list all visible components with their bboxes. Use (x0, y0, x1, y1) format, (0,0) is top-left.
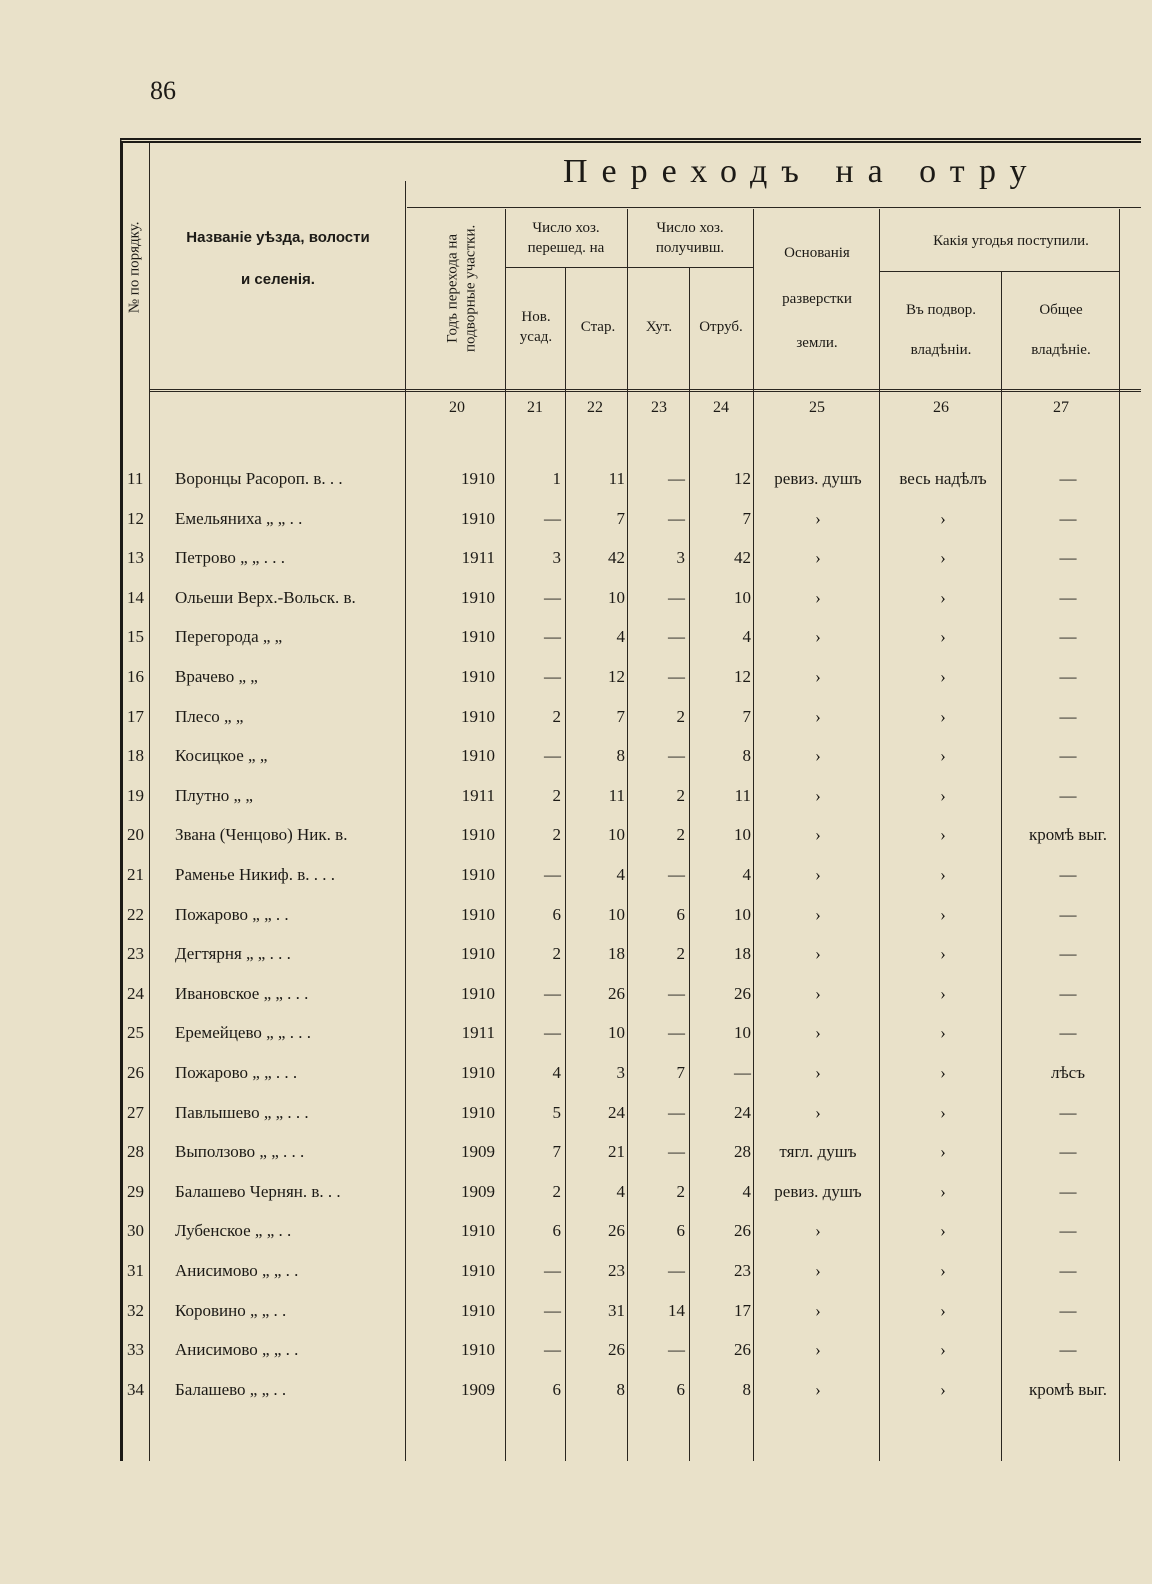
common-lands: — (1059, 1261, 1077, 1280)
new-estate-count: 6 (552, 1221, 561, 1241)
common-lands: — (1059, 904, 1077, 924)
otrub-count: 10 (734, 825, 751, 845)
row-number: 17 (127, 706, 144, 726)
col-header-common-line1: Общее (1039, 301, 1083, 318)
settlement-name: Анисимово „ „ . . (175, 1261, 299, 1280)
household-lands: › (940, 825, 946, 845)
otrub-count: 4 (742, 627, 751, 647)
column-number: 27 (1053, 399, 1069, 416)
row-number: 18 (127, 746, 144, 766)
settlement-name: Раменье Никиф. в. . . . (175, 865, 335, 884)
transition-year: 1910 (461, 1340, 495, 1360)
old-estate-count: 8 (616, 746, 625, 766)
old-estate-count: 10 (608, 825, 625, 845)
allotment-basis: › (815, 706, 821, 726)
common-lands: — (1059, 469, 1077, 488)
allotment-basis: › (815, 548, 821, 568)
old-estate-count: 18 (608, 944, 625, 964)
new-estate-count: — (544, 627, 561, 647)
old-estate-count: 10 (608, 1023, 625, 1043)
row-number: 31 (127, 1261, 144, 1280)
common-lands: кромѣ выг. (1029, 1379, 1107, 1399)
row-number: 27 (127, 1102, 144, 1122)
khutor-count: — (668, 983, 685, 1003)
row-number: 24 (127, 983, 144, 1003)
page-number: 86 (150, 76, 176, 105)
new-estate-count: 7 (552, 1142, 561, 1162)
otrub-count: 11 (734, 785, 751, 805)
common-lands: лѣсъ (1050, 1063, 1086, 1082)
common-lands: — (1059, 785, 1077, 805)
new-estate-count: 2 (552, 825, 561, 845)
khutor-count: 2 (676, 1181, 685, 1201)
row-number: 11 (127, 469, 144, 488)
row-number: 20 (127, 825, 144, 845)
new-estate-count: — (544, 667, 561, 686)
settlement-name: Врачево „ „ (175, 667, 258, 686)
column-number: 23 (651, 399, 667, 416)
household-lands: › (940, 1181, 946, 1201)
col-header-household-line2: владѣніи. (910, 341, 972, 358)
allotment-basis: › (815, 746, 821, 766)
transition-year: 1910 (461, 746, 495, 766)
khutor-count: — (668, 1023, 685, 1043)
col-header-year-line1: Годъ перехода на (444, 233, 461, 343)
settlement-name: Пожарово „ „ . . . (175, 1063, 298, 1082)
row-number: 14 (127, 587, 144, 607)
settlement-name: Ольеши Верх.-Вольск. в. (175, 587, 356, 607)
allotment-basis: › (815, 667, 821, 686)
col-header-common-line2: владѣніе. (1031, 341, 1091, 358)
transition-year: 1911 (461, 785, 495, 805)
otrub-count: 24 (734, 1102, 751, 1122)
settlement-name: Плесо „ „ (175, 706, 244, 726)
transition-year: 1910 (461, 1221, 495, 1241)
row-number: 30 (127, 1221, 144, 1241)
new-estate-count: — (544, 587, 561, 607)
allotment-basis: › (815, 865, 821, 884)
statistics-table (120, 138, 1141, 1461)
table-row (123, 936, 1141, 975)
khutor-count: — (668, 469, 685, 488)
table-row (123, 738, 1141, 777)
khutor-count: — (668, 746, 685, 766)
table-row (123, 1015, 1141, 1054)
transition-year: 1911 (461, 1023, 495, 1043)
household-lands: › (940, 1023, 946, 1043)
transition-year: 1910 (461, 627, 495, 647)
common-lands: — (1059, 1300, 1077, 1320)
otrub-count: 7 (742, 706, 751, 726)
new-estate-count: — (544, 983, 561, 1003)
khutor-count: 2 (676, 825, 685, 845)
row-number: 34 (127, 1379, 144, 1399)
common-lands: — (1059, 746, 1077, 766)
column-number: 24 (713, 399, 729, 416)
transition-year: 1910 (461, 944, 495, 964)
col-header-received: Число хоз. получивш. (655, 219, 725, 256)
household-lands: › (940, 548, 946, 568)
common-lands: — (1059, 865, 1077, 884)
divider (879, 271, 1119, 272)
transition-year: 1910 (461, 667, 495, 686)
old-estate-count: 31 (608, 1300, 625, 1320)
new-estate-count: — (544, 1023, 561, 1043)
table-row (123, 1213, 1141, 1252)
otrub-count: 12 (734, 667, 751, 686)
otrub-count: 26 (734, 1340, 751, 1360)
table-row (123, 857, 1141, 896)
transition-year: 1910 (461, 706, 495, 726)
common-lands: — (1059, 667, 1077, 686)
allotment-basis: › (815, 1063, 821, 1082)
khutor-count: — (668, 1340, 685, 1360)
allotment-basis: › (815, 1300, 821, 1320)
old-estate-count: 26 (608, 1340, 625, 1360)
otrub-count: 18 (734, 944, 751, 964)
old-estate-count: 3 (616, 1063, 625, 1082)
khutor-count: — (668, 587, 685, 607)
khutor-count: 2 (676, 944, 685, 964)
household-lands: › (940, 865, 946, 884)
common-lands: — (1059, 983, 1077, 1003)
household-lands: › (940, 587, 946, 607)
table-row (123, 580, 1141, 619)
transition-year: 1909 (461, 1181, 495, 1201)
col-header-khutor: Хут. (645, 318, 673, 335)
household-lands: › (940, 1379, 946, 1399)
table-row (123, 1055, 1141, 1094)
col-header-transferred: Число хоз. перешед. на (527, 219, 605, 256)
new-estate-count: 4 (552, 1063, 561, 1082)
col-header-year-line2: подворные участки. (462, 224, 479, 352)
otrub-count: 10 (734, 1023, 751, 1043)
settlement-name: Балашево „ „ . . (175, 1379, 287, 1399)
old-estate-count: 4 (616, 627, 625, 647)
settlement-name: Балашево Чернян. в. . . (175, 1181, 341, 1201)
allotment-basis: › (815, 627, 821, 647)
khutor-count: 14 (668, 1300, 685, 1320)
otrub-count: 23 (734, 1261, 751, 1280)
allotment-basis: тягл. душъ (779, 1142, 857, 1162)
table-row (123, 976, 1141, 1015)
allotment-basis: › (815, 508, 821, 528)
settlement-name: Еремейцево „ „ . . . (175, 1023, 311, 1043)
new-estate-count: 3 (552, 548, 561, 568)
table-row (123, 1372, 1141, 1411)
row-number: 16 (127, 667, 144, 686)
row-number: 13 (127, 548, 144, 568)
allotment-basis: › (815, 1023, 821, 1043)
col-header-number: № по порядку. (126, 221, 143, 314)
household-lands: › (940, 1102, 946, 1122)
new-estate-count: 2 (552, 706, 561, 726)
col-header-basis-line2: разверстки (782, 290, 852, 307)
new-estate-count: 5 (552, 1102, 561, 1122)
household-lands: › (940, 706, 946, 726)
table-row (123, 1134, 1141, 1173)
new-estate-count: — (544, 508, 561, 528)
row-number: 15 (127, 627, 144, 647)
khutor-count: 6 (676, 1221, 685, 1241)
old-estate-count: 10 (608, 587, 625, 607)
old-estate-count: 12 (608, 667, 625, 686)
old-estate-count: 26 (608, 1221, 625, 1241)
col-header-basis-line1: Основанія (784, 244, 850, 261)
old-estate-count: 23 (608, 1261, 625, 1280)
allotment-basis: › (815, 785, 821, 805)
new-estate-count: — (544, 1300, 561, 1320)
row-number: 28 (127, 1142, 144, 1162)
household-lands: › (940, 983, 946, 1003)
settlement-name: Воронцы Расороп. в. . . (175, 469, 343, 488)
transition-year: 1910 (461, 1102, 495, 1122)
settlement-name: Павлышево „ „ . . . (175, 1102, 309, 1122)
col-header-new-estate: Нов. усад. (519, 308, 553, 345)
allotment-basis: › (815, 1221, 821, 1241)
old-estate-count: 42 (608, 548, 625, 568)
table-row (123, 1174, 1141, 1213)
column-number: 20 (449, 399, 465, 416)
new-estate-count: 2 (552, 944, 561, 964)
col-header-otrub: Отруб. (699, 318, 743, 335)
household-lands: весь надѣлъ (899, 469, 987, 488)
column-number: 22 (587, 399, 603, 416)
divider (407, 207, 1141, 208)
khutor-count: — (668, 865, 685, 884)
new-estate-count: — (544, 1340, 561, 1360)
household-lands: › (940, 1221, 946, 1241)
row-number: 25 (127, 1023, 144, 1043)
allotment-basis: › (815, 1261, 821, 1280)
new-estate-count: 6 (552, 1379, 561, 1399)
otrub-count: 10 (734, 587, 751, 607)
otrub-count: — (734, 1063, 751, 1082)
transition-year: 1910 (461, 508, 495, 528)
row-number: 21 (127, 865, 144, 884)
row-number: 32 (127, 1300, 144, 1320)
khutor-count: 2 (676, 706, 685, 726)
settlement-name: Лубенское „ „ . . (175, 1221, 292, 1241)
old-estate-count: 11 (608, 785, 625, 805)
col-header-lands: Какія угодья поступили. (933, 232, 1089, 249)
allotment-basis: › (815, 825, 821, 845)
table-row (123, 1332, 1141, 1371)
otrub-count: 26 (734, 1221, 751, 1241)
common-lands: — (1059, 1221, 1077, 1241)
household-lands: › (940, 508, 946, 528)
old-estate-count: 10 (608, 904, 625, 924)
khutor-count: 2 (676, 785, 685, 805)
settlement-name: Емельяниха „ „ . . (175, 508, 303, 528)
old-estate-count: 26 (608, 983, 625, 1003)
khutor-count: — (668, 627, 685, 647)
column-number: 25 (809, 399, 825, 416)
table-row (123, 1095, 1141, 1134)
transition-year: 1910 (461, 1300, 495, 1320)
khutor-count: 6 (676, 1379, 685, 1399)
common-lands: — (1059, 548, 1077, 568)
col-header-basis-line3: земли. (796, 334, 838, 351)
household-lands: › (940, 785, 946, 805)
new-estate-count: — (544, 865, 561, 884)
table-row (123, 540, 1141, 579)
table-row (123, 778, 1141, 817)
table-row (123, 1293, 1141, 1332)
table-banner: Переходъ на отру (563, 153, 1041, 190)
common-lands: — (1059, 1102, 1077, 1122)
table-row (123, 461, 1141, 500)
old-estate-count: 7 (616, 508, 625, 528)
common-lands: — (1059, 1340, 1077, 1360)
common-lands: — (1059, 1023, 1077, 1043)
table-row (123, 817, 1141, 856)
new-estate-count: 2 (552, 1181, 561, 1201)
household-lands: › (940, 746, 946, 766)
allotment-basis: › (815, 1102, 821, 1122)
table-row (123, 699, 1141, 738)
household-lands: › (940, 1261, 946, 1280)
col-header-household-line1: Въ подвор. (906, 301, 976, 318)
allotment-basis: › (815, 983, 821, 1003)
allotment-basis: › (815, 1379, 821, 1399)
transition-year: 1910 (461, 865, 495, 884)
khutor-count: 6 (676, 904, 685, 924)
common-lands: — (1059, 1142, 1077, 1162)
otrub-count: 4 (742, 1181, 751, 1201)
household-lands: › (940, 944, 946, 964)
settlement-name: Косицкое „ „ (175, 746, 268, 766)
common-lands: — (1059, 587, 1077, 607)
common-lands: кромѣ выг. (1029, 825, 1107, 845)
settlement-name: Выползово „ „ . . . (175, 1142, 305, 1162)
row-number: 23 (127, 944, 144, 964)
table-row (123, 619, 1141, 658)
allotment-basis: › (815, 944, 821, 964)
transition-year: 1909 (461, 1379, 495, 1399)
row-number: 29 (127, 1181, 144, 1201)
otrub-count: 8 (742, 746, 751, 766)
transition-year: 1910 (461, 587, 495, 607)
common-lands: — (1059, 508, 1077, 528)
otrub-count: 7 (742, 508, 751, 528)
household-lands: › (940, 1340, 946, 1360)
common-lands: — (1059, 627, 1077, 647)
old-estate-count: 11 (608, 469, 625, 488)
otrub-count: 42 (734, 548, 751, 568)
khutor-count: 7 (676, 1063, 685, 1082)
household-lands: › (940, 1300, 946, 1320)
new-estate-count: — (544, 1261, 561, 1280)
common-lands: — (1059, 944, 1077, 964)
old-estate-count: 7 (616, 706, 625, 726)
khutor-count: — (668, 667, 685, 686)
common-lands: — (1059, 706, 1077, 726)
settlement-name: Коровино „ „ . . (175, 1300, 287, 1320)
khutor-count: — (668, 1102, 685, 1122)
settlement-name: Звана (Ченцово) Ник. в. (175, 825, 348, 845)
new-estate-count: 1 (552, 469, 561, 488)
settlement-name: Петрово „ „ . . . (175, 548, 285, 568)
settlement-name: Перегорода „ „ (175, 627, 283, 647)
transition-year: 1910 (461, 983, 495, 1003)
old-estate-count: 24 (608, 1102, 625, 1122)
settlement-name: Ивановское „ „ . . . (175, 983, 309, 1003)
transition-year: 1910 (461, 469, 495, 488)
old-estate-count: 4 (616, 1181, 625, 1201)
allotment-basis: ревиз. душъ (774, 469, 862, 488)
row-number: 19 (127, 785, 144, 805)
khutor-count: — (668, 1261, 685, 1280)
divider (149, 389, 1141, 392)
common-lands: — (1059, 1181, 1077, 1201)
otrub-count: 12 (734, 469, 751, 488)
khutor-count: — (668, 508, 685, 528)
old-estate-count: 8 (616, 1379, 625, 1399)
new-estate-count: — (544, 746, 561, 766)
transition-year: 1909 (461, 1142, 495, 1162)
column-number: 21 (527, 399, 543, 416)
allotment-basis: › (815, 904, 821, 924)
settlement-name: Анисимово „ „ . . (175, 1340, 299, 1360)
table-row (123, 897, 1141, 936)
settlement-name: Плутно „ „ (175, 785, 253, 805)
allotment-basis: › (815, 1340, 821, 1360)
old-estate-count: 21 (608, 1142, 625, 1162)
otrub-count: 28 (734, 1142, 751, 1162)
col-header-old-estate: Стар. (580, 318, 616, 335)
row-number: 12 (127, 508, 144, 528)
column-number: 26 (933, 399, 949, 416)
table-row (123, 501, 1141, 540)
otrub-count: 4 (742, 865, 751, 884)
otrub-count: 10 (734, 904, 751, 924)
row-number: 26 (127, 1063, 144, 1082)
otrub-count: 26 (734, 983, 751, 1003)
new-estate-count: 2 (552, 785, 561, 805)
allotment-basis: › (815, 587, 821, 607)
settlement-name: Пожарово „ „ . . (175, 904, 289, 924)
transition-year: 1910 (461, 904, 495, 924)
household-lands: › (940, 1063, 946, 1082)
table-row (123, 1253, 1141, 1292)
table-row (123, 659, 1141, 698)
row-number: 33 (127, 1340, 144, 1360)
khutor-count: — (668, 1142, 685, 1162)
settlement-name: Дегтярня „ „ . . . (175, 944, 291, 964)
household-lands: › (940, 1142, 946, 1162)
transition-year: 1910 (461, 825, 495, 845)
household-lands: › (940, 667, 946, 686)
col-header-name-line1: Названіе уѣзда, волости (186, 228, 370, 246)
allotment-basis: ревиз. душъ (774, 1181, 862, 1201)
old-estate-count: 4 (616, 865, 625, 884)
household-lands: › (940, 904, 946, 924)
transition-year: 1910 (461, 1261, 495, 1280)
divider (505, 267, 753, 268)
household-lands: › (940, 627, 946, 647)
new-estate-count: 6 (552, 904, 561, 924)
transition-year: 1911 (461, 548, 495, 568)
col-header-name-line2: и селенія. (241, 270, 315, 288)
otrub-count: 17 (734, 1300, 751, 1320)
transition-year: 1910 (461, 1063, 495, 1082)
row-number: 22 (127, 904, 144, 924)
khutor-count: 3 (676, 548, 685, 568)
otrub-count: 8 (742, 1379, 751, 1399)
